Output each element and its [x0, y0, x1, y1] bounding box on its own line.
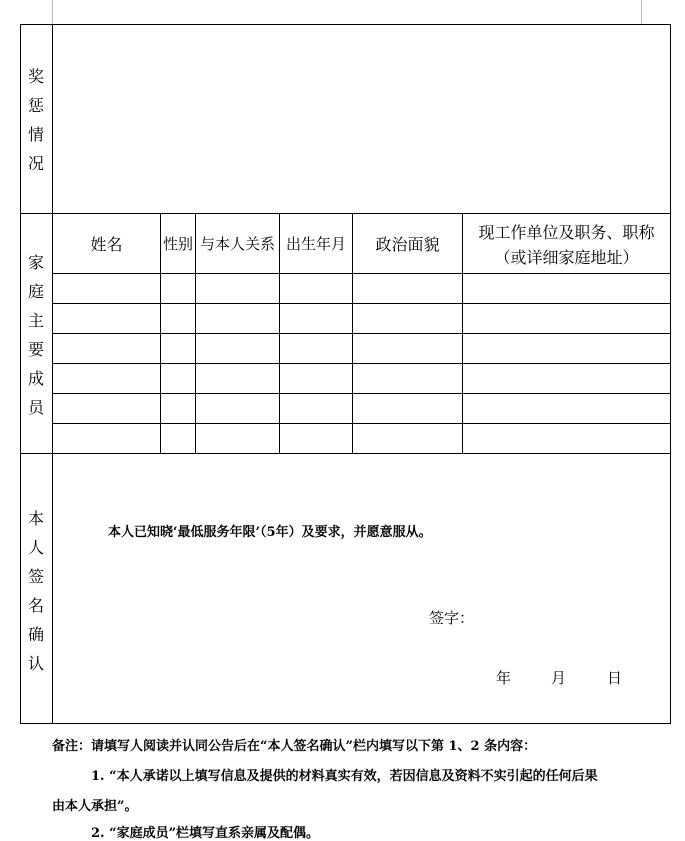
label-char: 情 [27, 125, 44, 144]
family-table-cell[interactable] [53, 424, 160, 453]
section-divider-family-signature [20, 453, 671, 454]
family-table-cell[interactable] [463, 424, 670, 453]
family-table-cell[interactable] [353, 364, 462, 393]
label-char: 况 [27, 154, 44, 173]
label-char: 庭 [27, 282, 44, 301]
family-table-cell[interactable] [353, 334, 462, 363]
signature-section-label [22, 504, 50, 678]
family-table-cell[interactable] [196, 364, 279, 393]
family-table-cell[interactable] [53, 274, 160, 303]
awards-content-field[interactable] [53, 25, 670, 212]
notes-heading: 备注：请填写人阅读并认同公告后在“本人签名确认”栏内填写以下第 1、2 条内容： [52, 739, 537, 754]
family-table-cell[interactable] [196, 274, 279, 303]
label-char: 确 [27, 625, 44, 644]
family-table-cell[interactable] [196, 304, 279, 333]
notes-item-1-line-2: 由本人承担”。 [52, 799, 138, 814]
family-table-cell[interactable] [161, 334, 195, 363]
column-header-name: 姓名 [90, 235, 123, 254]
notes-item-1-line-1: 1. “本人承诺以上填写信息及提供的材料真实有效，若因信息及资料不实引起的任何后果 [91, 769, 598, 784]
date-year-label: 年 [496, 669, 512, 687]
family-table-cell[interactable] [280, 424, 352, 453]
family-table-cell[interactable] [463, 274, 670, 303]
column-header-gender: 性别 [162, 235, 193, 253]
column-header-relationship: 与本人关系 [199, 235, 275, 253]
section-divider-awards-family [20, 213, 671, 214]
column-header-birth-date: 出生年月 [285, 235, 346, 253]
family-table-cell[interactable] [196, 424, 279, 453]
family-table-cell[interactable] [196, 334, 279, 363]
label-char: 名 [27, 596, 44, 615]
family-table-cell[interactable] [463, 394, 670, 423]
family-table-cell[interactable] [53, 304, 160, 333]
family-table-cell[interactable] [161, 424, 195, 453]
label-char: 惩 [27, 96, 44, 115]
page-corner-mark-left [52, 0, 53, 24]
family-table-cell[interactable] [353, 424, 462, 453]
label-char: 家 [27, 253, 44, 272]
date-day-label: 日 [607, 669, 623, 687]
family-table-cell[interactable] [161, 394, 195, 423]
family-table-cell[interactable] [280, 274, 352, 303]
family-table-cell[interactable] [161, 304, 195, 333]
label-char: 主 [27, 311, 44, 330]
column-header-political-status: 政治面貌 [375, 235, 440, 254]
label-char: 人 [27, 538, 44, 557]
notes-item-2: 2. “家庭成员”栏填写直系亲属及配偶。 [91, 826, 320, 841]
family-table-cell[interactable] [280, 334, 352, 363]
label-char: 本 [27, 509, 44, 528]
family-table-cell[interactable] [463, 364, 670, 393]
sign-label: 签字： [429, 609, 475, 627]
family-table-cell[interactable] [53, 364, 160, 393]
family-table-cell[interactable] [161, 364, 195, 393]
family-table-cell[interactable] [353, 274, 462, 303]
label-char: 认 [27, 654, 44, 673]
date-month-label: 月 [551, 669, 567, 687]
label-char: 签 [27, 567, 44, 586]
family-table-cell[interactable] [280, 394, 352, 423]
label-char: 成 [27, 369, 44, 388]
family-table-cell[interactable] [463, 304, 670, 333]
family-section-label [22, 248, 50, 422]
family-table-cell[interactable] [353, 304, 462, 333]
family-table-cell[interactable] [280, 304, 352, 333]
awards-section-label [22, 62, 50, 178]
family-table-cell[interactable] [53, 394, 160, 423]
label-char: 员 [27, 398, 44, 417]
family-table-cell[interactable] [161, 274, 195, 303]
family-table-cell[interactable] [53, 334, 160, 363]
signature-field[interactable] [475, 602, 655, 630]
label-char: 要 [27, 340, 44, 359]
family-table-cell[interactable] [353, 394, 462, 423]
family-table-cell[interactable] [463, 334, 670, 363]
family-table-cell[interactable] [196, 394, 279, 423]
column-header-workplace: 现工作单位及职务、职称（或详细家庭地址） [478, 223, 655, 267]
page-corner-mark-right [641, 0, 642, 24]
family-table-cell[interactable] [280, 364, 352, 393]
signature-statement: 本人已知晓‘最低服务年限’（5年）及要求，并愿意服从。 [108, 525, 432, 540]
label-char: 奖 [27, 67, 44, 86]
